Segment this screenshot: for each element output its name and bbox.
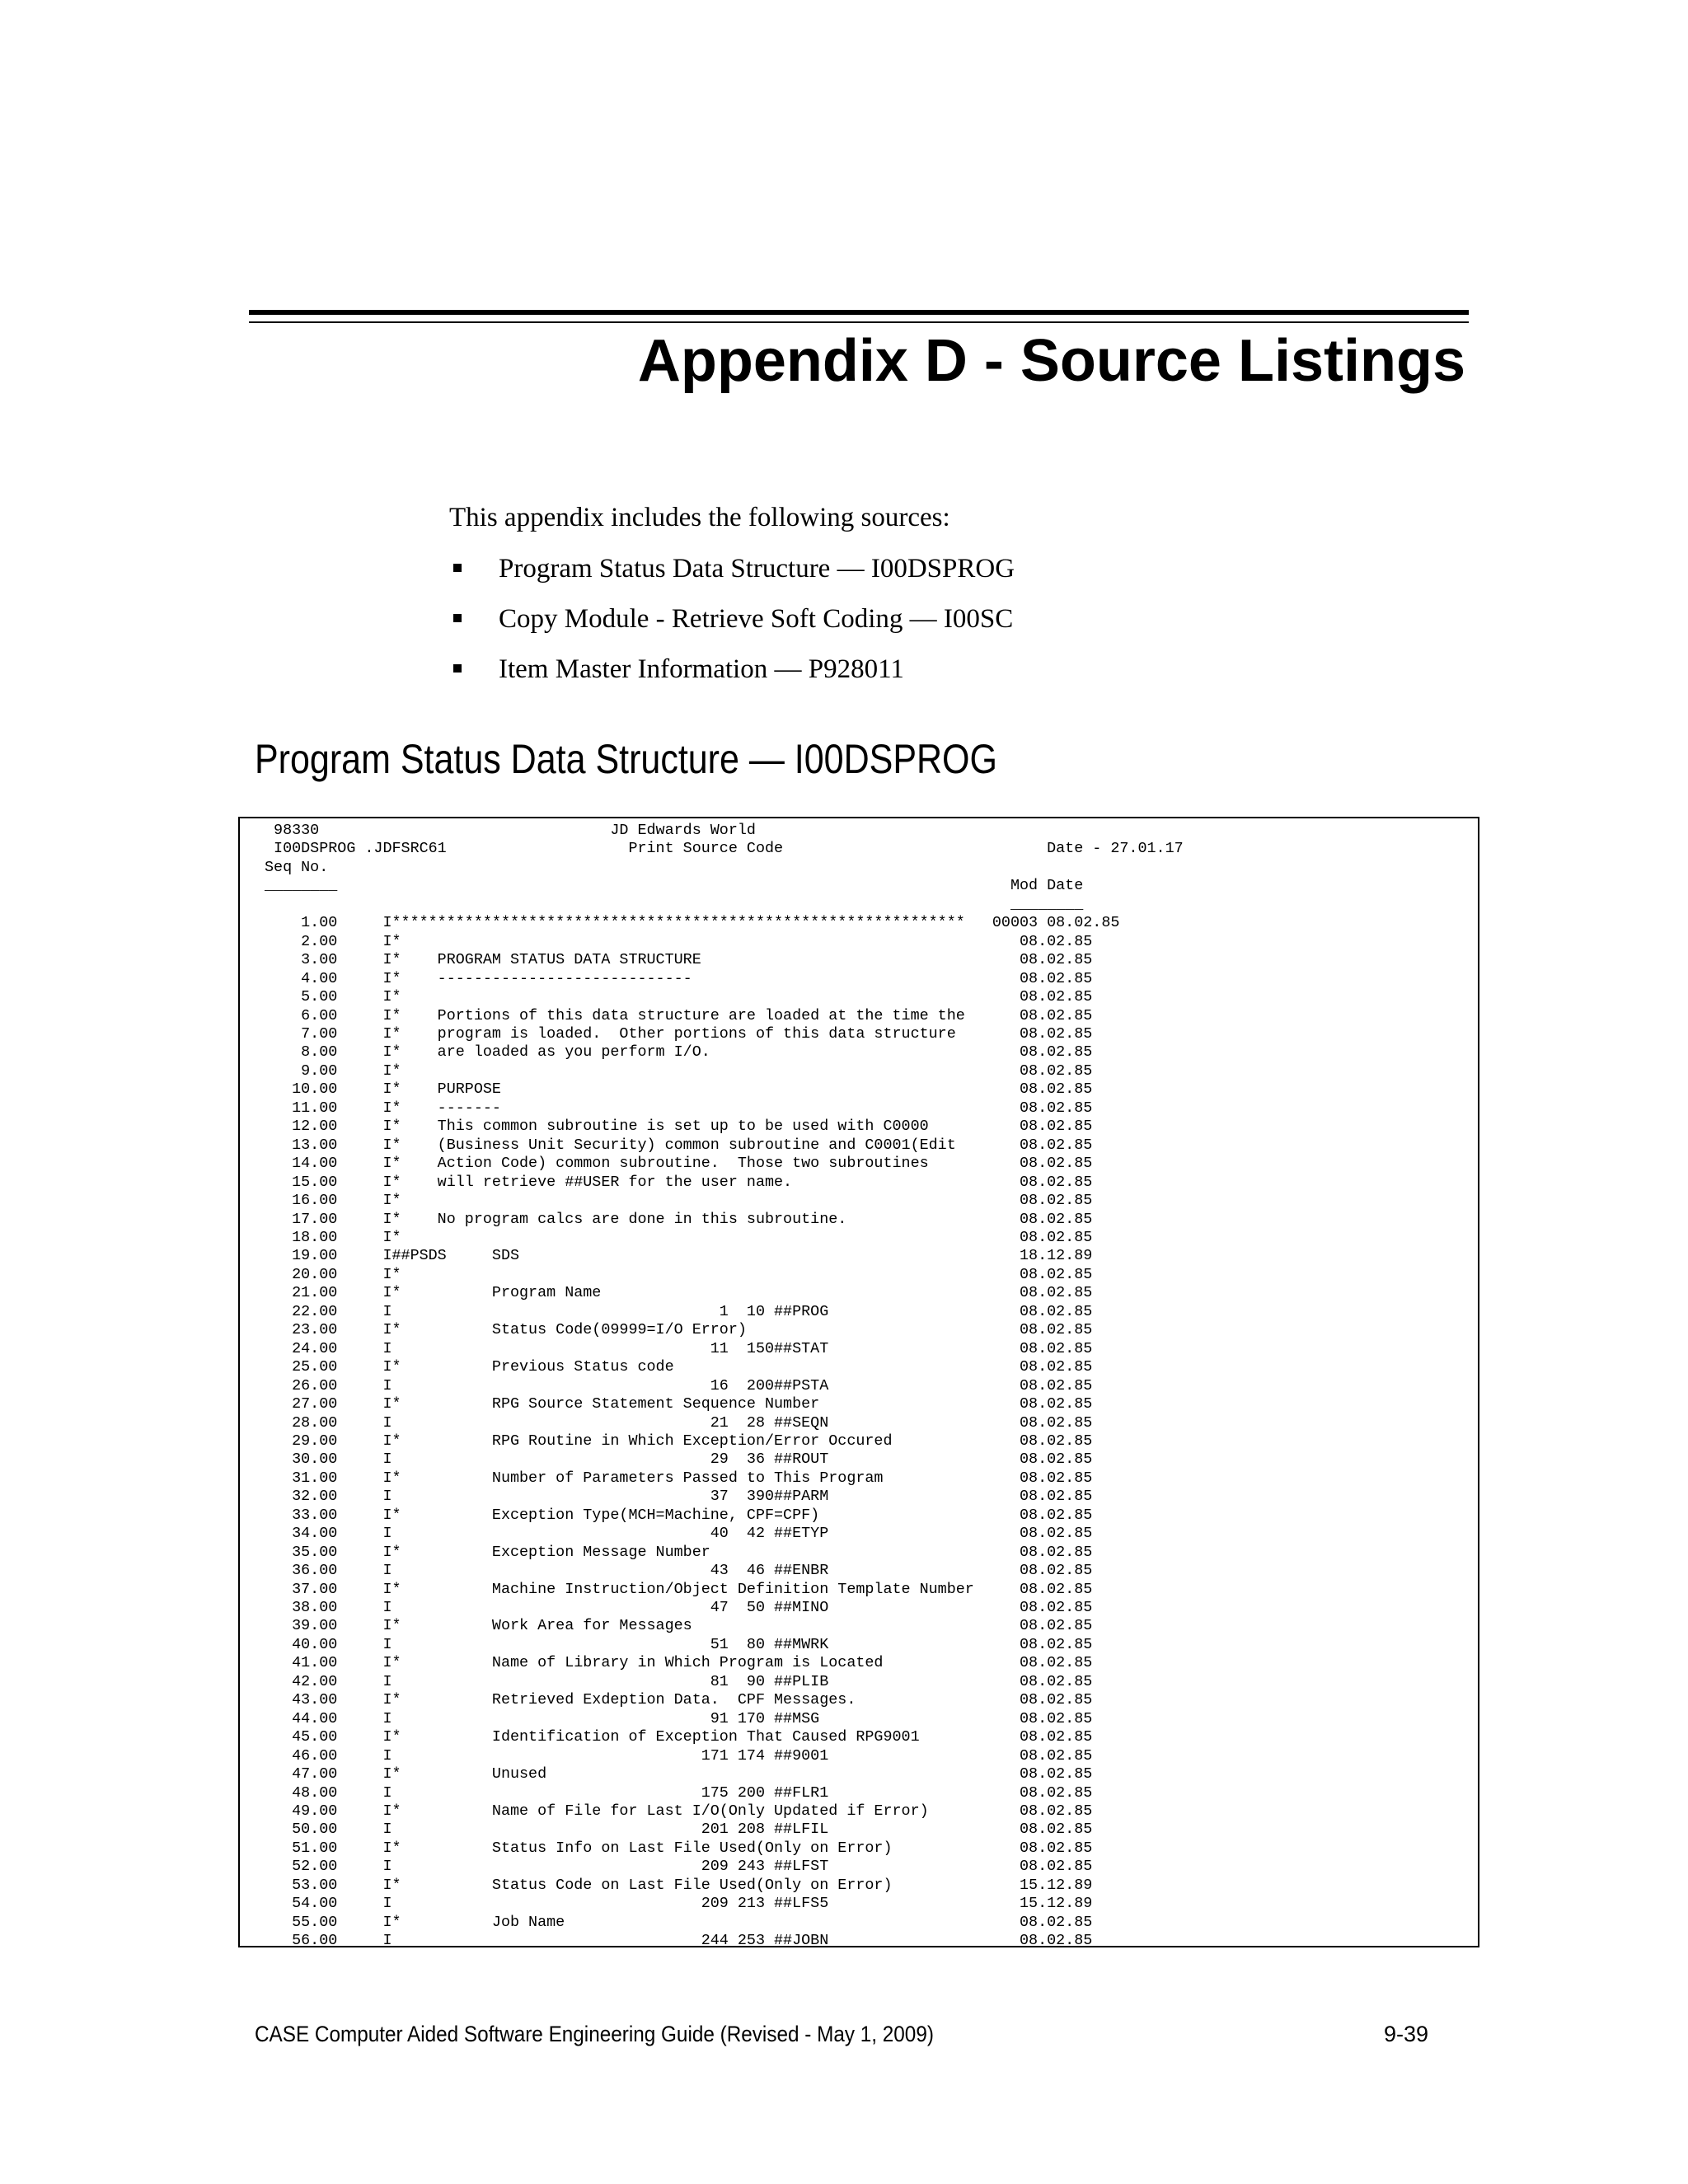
listing-line: 35.00 I* Exception Message Number 08.02.85 xyxy=(265,1543,1093,1561)
listing-line: 37.00 I* Machine Instruction/Object Definition Template Number 08.02.85 xyxy=(265,1580,1093,1598)
listing-line: 22.00 I 1 10 ##PROG 08.02.85 xyxy=(265,1302,1093,1320)
listing-line: 98330 JD Edwards World xyxy=(265,822,756,839)
footer-guide-title: CASE Computer Aided Software Engineering Guide (Revised - May 1, 2009) xyxy=(255,2022,934,2046)
listing-line: 19.00 I##PSDS SDS 18.12.89 xyxy=(265,1247,1093,1265)
listing-line: 36.00 I 43 46 ##ENBR 08.02.85 xyxy=(265,1562,1093,1580)
list-item: Program Status Data Structure — I00DSPROG xyxy=(449,544,1015,594)
listing-line: 53.00 I* Status Code on Last File Used(Only on Error) 15.12.89 xyxy=(265,1876,1093,1894)
square-bullet-icon xyxy=(453,664,462,673)
listing-line: 24.00 I 11 150##STAT 08.02.85 xyxy=(265,1339,1093,1357)
listing-line: 9.00 I* 08.02.85 xyxy=(265,1062,1093,1080)
title-rule-thick xyxy=(249,310,1469,315)
listing-line: 34.00 I 40 42 ##ETYP 08.02.85 xyxy=(265,1525,1093,1543)
listing-line: 49.00 I* Name of File for Last I/O(Only Updated if Error) 08.02.85 xyxy=(265,1802,1093,1821)
listing-line: ________ xyxy=(265,895,1084,913)
section-heading: Program Status Data Structure — I00DSPROG xyxy=(255,736,997,782)
list-item: Item Master Information — P928011 xyxy=(449,644,1015,695)
listing-line: 27.00 I* RPG Source Statement Sequence Number 08.02.85 xyxy=(265,1395,1093,1413)
listing-line: ________ Mod Date xyxy=(265,877,1084,895)
listing-line: 28.00 I 21 28 ##SEQN 08.02.85 xyxy=(265,1413,1093,1432)
listing-line: 44.00 I 91 170 ##MSG 08.02.85 xyxy=(265,1709,1093,1727)
listing-line: 1.00 I*************************************************************** 00003 08.02.85 xyxy=(265,914,1120,932)
listing-line: 45.00 I* Identification of Exception That Caused RPG9001 08.02.85 xyxy=(265,1728,1093,1746)
listing-line: 14.00 I* Action Code) common subroutine. Those two subroutines 08.02.85 xyxy=(265,1155,1093,1173)
listing-line: 4.00 I* ---------------------------- 08.02.85 xyxy=(265,969,1093,987)
listing-line: 31.00 I* Number of Parameters Passed to This Program 08.02.85 xyxy=(265,1469,1093,1487)
listing-line: 30.00 I 29 36 ##ROUT 08.02.85 xyxy=(265,1451,1093,1469)
listing-line: 51.00 I* Status Info on Last File Used(Only on Error) 08.02.85 xyxy=(265,1839,1093,1857)
listing-line: 47.00 I* Unused 08.02.85 xyxy=(265,1765,1093,1783)
listing-line: 8.00 I* are loaded as you perform I/O. 08.02.85 xyxy=(265,1043,1093,1062)
listing-line: 15.00 I* will retrieve ##USER for the user name. 08.02.85 xyxy=(265,1173,1093,1191)
intro-text: This appendix includes the following sources: xyxy=(449,503,950,532)
listing-line: 41.00 I* Name of Library in Which Program is Located 08.02.85 xyxy=(265,1654,1093,1672)
listing-line: 16.00 I* 08.02.85 xyxy=(265,1192,1093,1210)
source-list xyxy=(449,544,1015,695)
listing-line: 12.00 I* This common subroutine is set up to be used with C0000 08.02.85 xyxy=(265,1118,1093,1136)
listing-line: 21.00 I* Program Name 08.02.85 xyxy=(265,1284,1093,1302)
listing-line: 25.00 I* Previous Status code 08.02.85 xyxy=(265,1358,1093,1376)
listing-line: 29.00 I* RPG Routine in Which Exception/Error Occured 08.02.85 xyxy=(265,1432,1093,1450)
listing-line: 55.00 I* Job Name 08.02.85 xyxy=(265,1913,1093,1931)
intro-section xyxy=(449,494,1015,695)
listing-line: 40.00 I 51 80 ##MWRK 08.02.85 xyxy=(265,1635,1093,1653)
page-number: 9-39 xyxy=(1383,2022,1428,2046)
listing-line: 52.00 I 209 243 ##LFST 08.02.85 xyxy=(265,1858,1093,1876)
listing-line: 56.00 I 244 253 ##JOBN 08.02.85 xyxy=(265,1932,1093,1950)
listing-line: 23.00 I* Status Code(09999=I/O Error) 08.02.85 xyxy=(265,1321,1093,1339)
listing-line: Seq No. xyxy=(265,858,329,876)
listing-line: 50.00 I 201 208 ##LFIL 08.02.85 xyxy=(265,1821,1093,1839)
source-listing-box xyxy=(238,817,1479,1950)
listing-line: 54.00 I 209 213 ##LFS5 15.12.89 xyxy=(265,1895,1093,1913)
listing-line: 38.00 I 47 50 ##MINO 08.02.85 xyxy=(265,1599,1093,1617)
list-item: Copy Module - Retrieve Soft Coding — I00SC xyxy=(449,594,1015,644)
listing-line: 7.00 I* program is loaded. Other portions of this data structure 08.02.85 xyxy=(265,1024,1093,1043)
square-bullet-icon xyxy=(453,564,462,572)
listing-line: 11.00 I* ------- 08.02.85 xyxy=(265,1099,1093,1117)
listing-line: 17.00 I* No program calcs are done in this subroutine. 08.02.85 xyxy=(265,1210,1093,1228)
listing-line: 13.00 I* (Business Unit Security) common subroutine and C0001(Edit 08.02.85 xyxy=(265,1136,1093,1154)
listing-line: 6.00 I* Portions of this data structure are loaded at the time the 08.02.85 xyxy=(265,1006,1093,1024)
square-bullet-icon xyxy=(453,614,462,622)
listing-line: 5.00 I* 08.02.85 xyxy=(265,988,1093,1006)
listing-line: 39.00 I* Work Area for Messages 08.02.85 xyxy=(265,1617,1093,1635)
listing-line: 2.00 I* 08.02.85 xyxy=(265,932,1093,950)
listing-line: 33.00 I* Exception Type(MCH=Machine, CPF=CPF) 08.02.85 xyxy=(265,1506,1093,1524)
listing-line: 48.00 I 175 200 ##FLR1 08.02.85 xyxy=(265,1783,1093,1802)
page-title: Appendix D - Source Listings xyxy=(637,328,1465,394)
listing-line: 42.00 I 81 90 ##PLIB 08.02.85 xyxy=(265,1672,1093,1690)
listing-line: 10.00 I* PURPOSE 08.02.85 xyxy=(265,1080,1093,1099)
listing-line: 43.00 I* Retrieved Exdeption Data. CPF Messages. 08.02.85 xyxy=(265,1691,1093,1709)
listing-line: 32.00 I 37 390##PARM 08.02.85 xyxy=(265,1488,1093,1506)
listing-line: I00DSPROG .JDFSRC61 Print Source Code Date - 27.01.17 xyxy=(265,840,1184,858)
listing-line: 20.00 I* 08.02.85 xyxy=(265,1265,1093,1283)
listing-line: 46.00 I 171 174 ##9001 08.02.85 xyxy=(265,1746,1093,1765)
source-code-listing xyxy=(265,822,1184,1951)
listing-line: 26.00 I 16 200##PSTA 08.02.85 xyxy=(265,1376,1093,1394)
listing-line: 18.00 I* 08.02.85 xyxy=(265,1228,1093,1246)
listing-line: 3.00 I* PROGRAM STATUS DATA STRUCTURE 08.02.85 xyxy=(265,951,1093,969)
